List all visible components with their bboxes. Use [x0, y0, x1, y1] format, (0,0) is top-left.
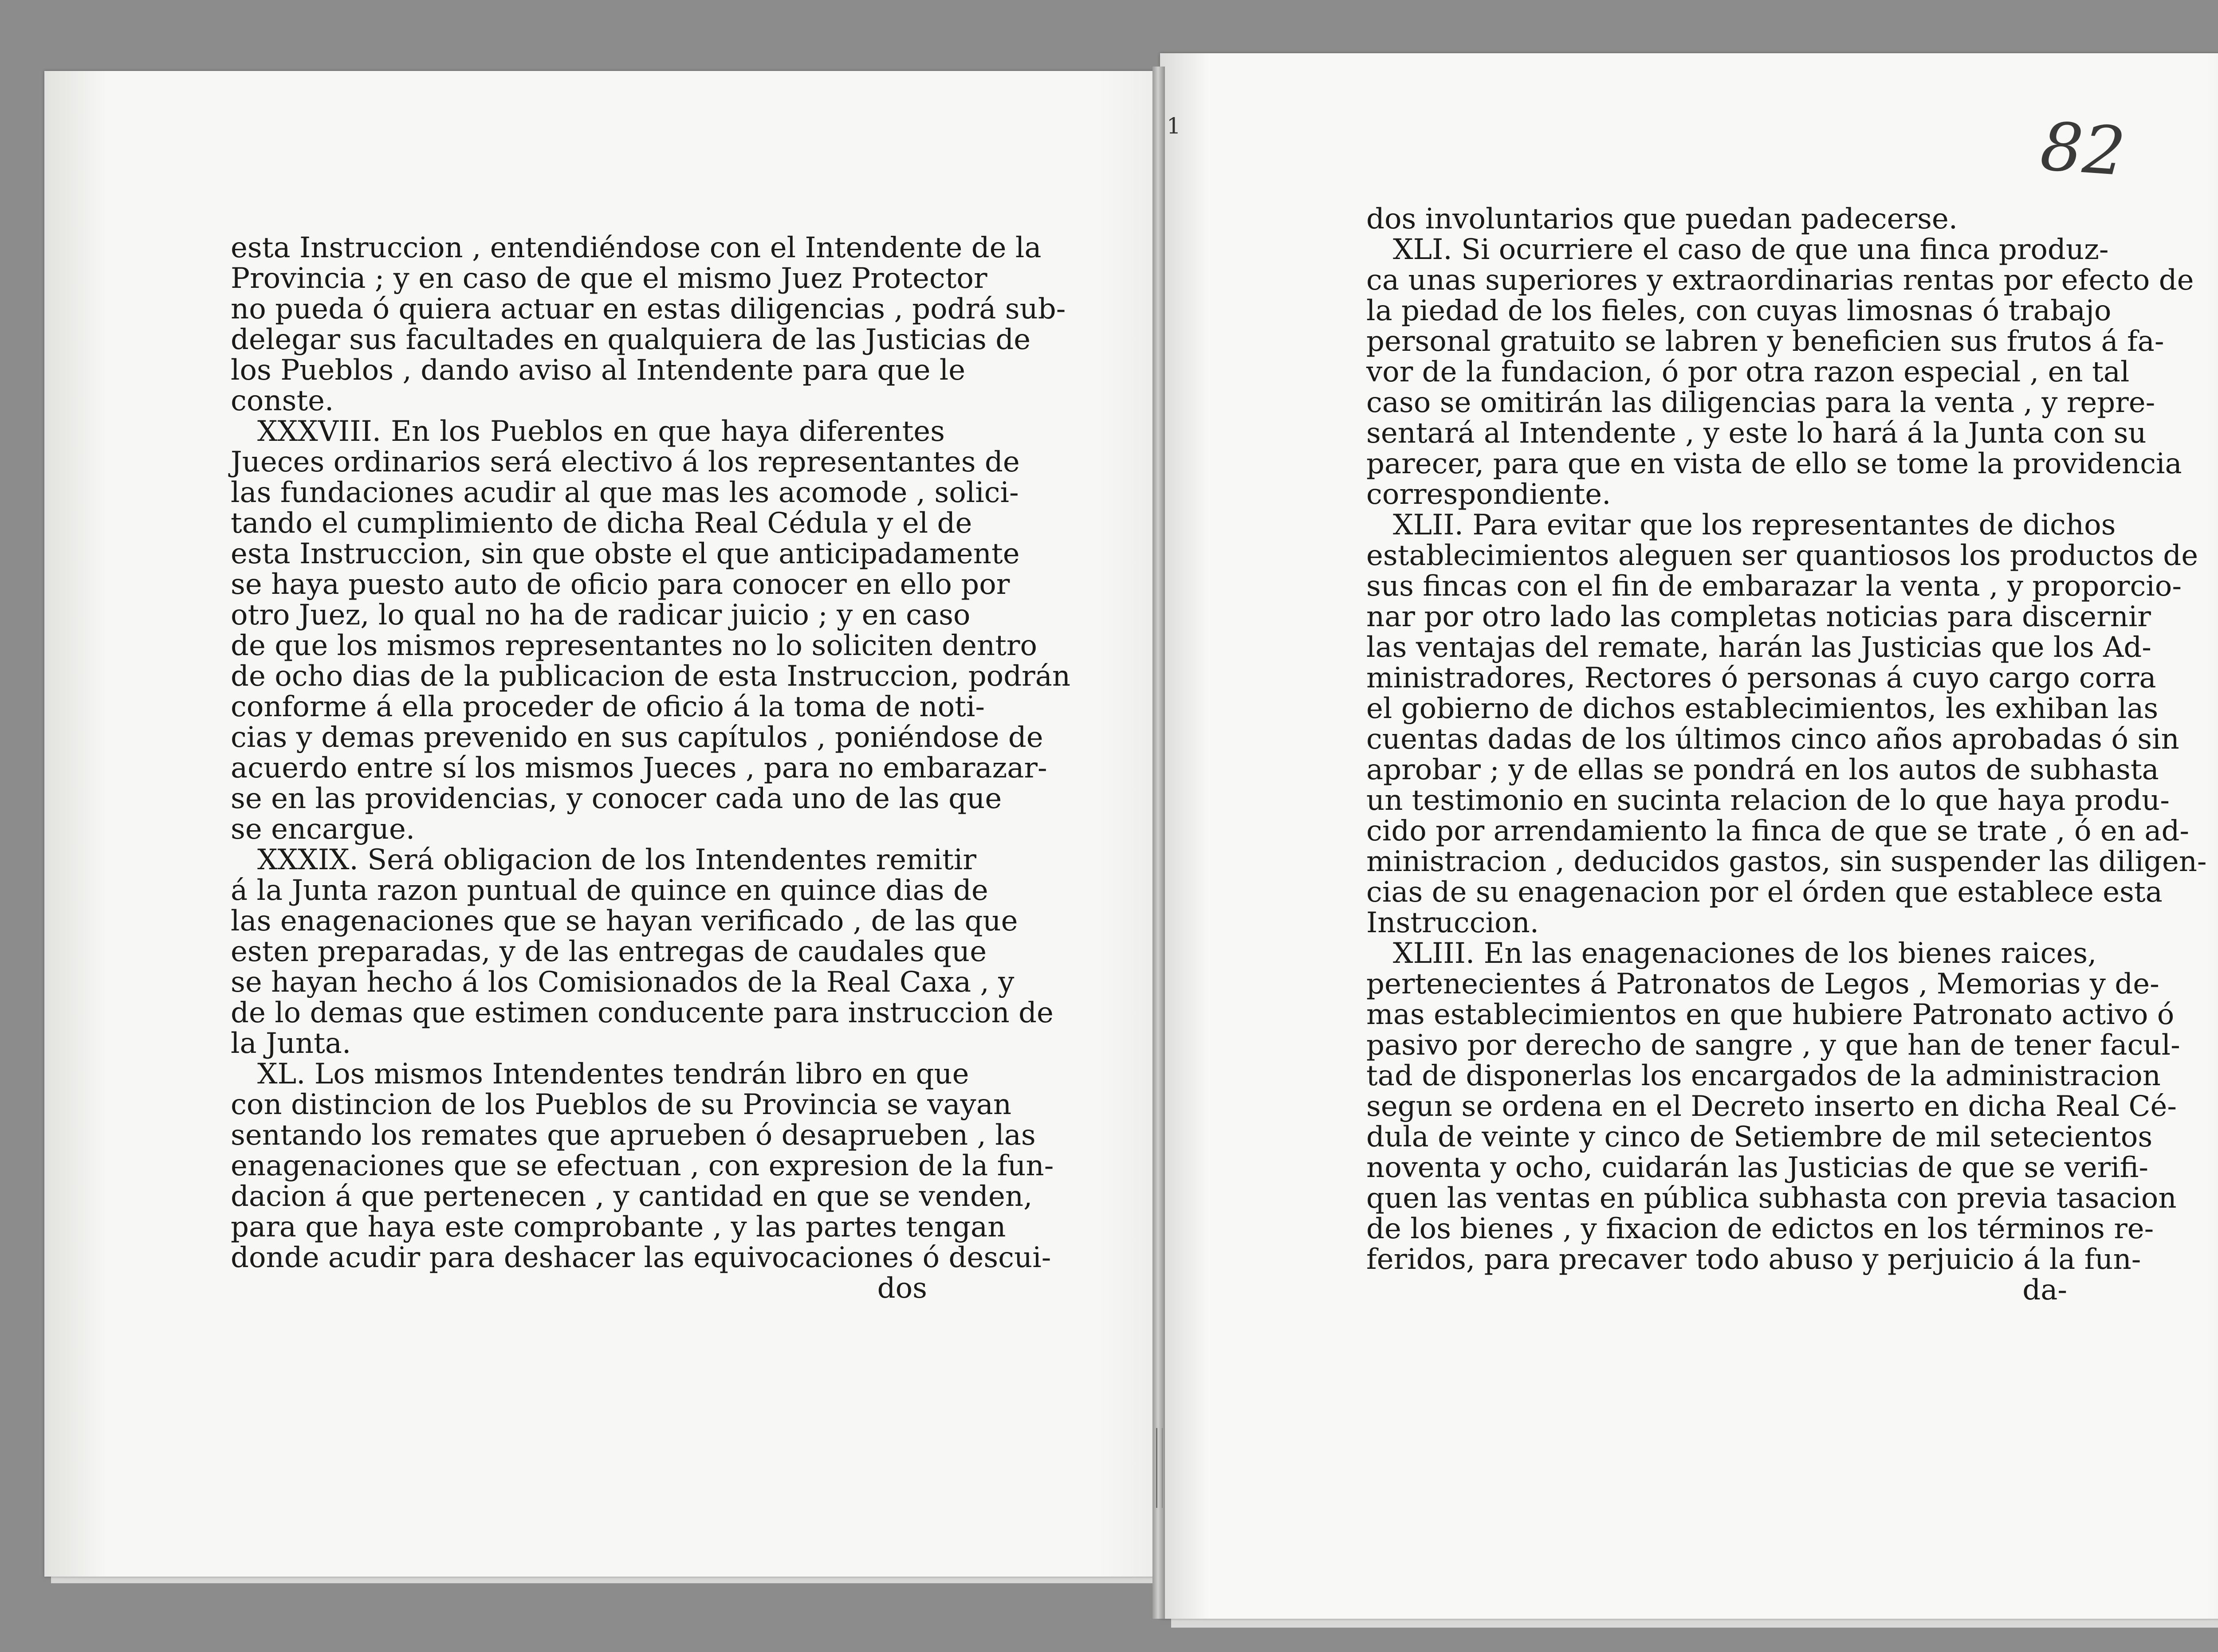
text-line: Instruccion.	[1366, 906, 1539, 939]
paragraph-intro	[231, 232, 1066, 417]
text-line: XLI. Si ocurriere el caso de que una finca produz-	[1393, 233, 2109, 266]
text-line: dos involuntarios que puedan padecerse.	[1366, 203, 1958, 235]
text-line: vor de la fundacion, ó por otra razon especial , en tal	[1366, 356, 2130, 388]
text-line: sentando los remates que aprueben ó desaprueben , las	[231, 1119, 1036, 1152]
text-line: sentará al Intendente , y este lo hará á la Junta con su	[1366, 417, 2147, 450]
text-line: para que haya este comprobante , y las partes tengan	[231, 1211, 1006, 1244]
text-line: esta Instruccion , entendiéndose con el Intendente de la	[231, 232, 1042, 264]
catchword: dos	[877, 1272, 927, 1305]
text-line: no pueda ó quiera actuar en estas diligencias , podrá sub-	[231, 293, 1066, 326]
text-line: Provincia ; y en caso de que el mismo Juez Protector	[231, 262, 987, 295]
text-line: noventa y ocho, cuidarán las Justicias de que se verifi-	[1366, 1151, 2148, 1184]
binding-stitch	[1156, 1428, 1163, 1508]
text-line: conforme á ella proceder de oficio á la toma de noti-	[231, 691, 985, 723]
text-line: XLII. Para evitar que los representantes de dichos	[1393, 509, 2116, 542]
right-page-text	[1366, 203, 2207, 1307]
book-spine	[1152, 67, 1165, 1619]
paragraph-xxxix	[231, 844, 1054, 1060]
left-page-text	[231, 232, 1071, 1305]
paragraph-xliii	[1366, 937, 2180, 1307]
text-line: tad de disponerlas los encargados de la administracion	[1366, 1059, 2161, 1092]
folio-number: 82	[2038, 108, 2128, 191]
text-line: se en las providencias, y conocer cada uno de las que	[231, 782, 1002, 815]
text-line: pertenecientes á Patronatos de Legos , Memorias y de-	[1366, 968, 2159, 1001]
text-line: mas establecimientos en que hubiere Patronato activo ó	[1366, 998, 2175, 1031]
text-line: el gobierno de dichos establecimientos, les exhiban las	[1366, 692, 2159, 725]
text-line: XLIII. En las enagenaciones de los bienes raices,	[1393, 937, 2097, 970]
text-line: aprobar ; y de ellas se pondrá en los autos de subhasta	[1366, 753, 2159, 786]
text-line: los Pueblos , dando aviso al Intendente para que le	[231, 354, 966, 387]
text-line: donde acudir para deshacer las equivocaciones ó descui-	[231, 1241, 1051, 1274]
text-line: personal gratuito se labren y beneficien sus frutos á fa-	[1366, 325, 2164, 358]
text-line: la piedad de los fieles, con cuyas limosnas ó trabajo	[1366, 294, 2112, 327]
text-line: se haya puesto auto de oficio para conocer en ello por	[231, 568, 1010, 601]
paragraph-xli	[1366, 233, 2194, 511]
text-line: dula de veinte y cinco de Setiembre de mil setecientos	[1366, 1121, 2153, 1154]
text-line: feridos, para precaver todo abuso y perjuicio á la fun-	[1366, 1243, 2141, 1276]
text-line: segun se ordena en el Decreto inserto en dicha Real Cé-	[1366, 1090, 2177, 1123]
paragraph-continuation	[1366, 204, 2085, 235]
text-line: quen las ventas en pública subhasta con previa tasacion	[1366, 1182, 2177, 1215]
text-line: las enagenaciones que se hayan verificado , de las que	[231, 905, 1018, 938]
text-line: sus fincas con el fin de embarazar la venta , y proporcio-	[1366, 570, 2182, 603]
text-line: las ventajas del remate, harán las Justicias que los Ad-	[1366, 631, 2151, 664]
paragraph-xxxviii	[231, 415, 1071, 846]
text-line: caso se omitirán las diligencias para la venta , y repre-	[1366, 386, 2155, 419]
text-line: XXXIX. Será obligacion de los Intendentes remitir	[257, 844, 976, 876]
text-line: dacion á que pertenecen , y cantidad en que se venden,	[231, 1180, 1033, 1213]
text-line: otro Juez, lo qual no ha de radicar juicio ; y en caso	[231, 599, 971, 632]
text-line: las fundaciones acudir al que mas les acomode , solici-	[231, 476, 1019, 509]
text-line: de ocho dias de la publicacion de esta Instruccion, podrán	[231, 660, 1071, 693]
text-line: ca unas superiores y extraordinarias rentas por efecto de	[1366, 264, 2194, 297]
text-line: cias y demas prevenido en sus capítulos , poniéndose de	[231, 721, 1043, 754]
text-line: ministradores, Rectores ó personas á cuyo cargo corra	[1366, 662, 2156, 695]
text-line: de lo demas que estimen conducente para instruccion de	[231, 997, 1054, 1029]
text-line: con distincion de los Pueblos de su Provincia se vayan	[231, 1088, 1012, 1121]
text-line: ministracion , deducidos gastos, sin suspender las diligen-	[1366, 845, 2207, 878]
text-line: XXXVIII. En los Pueblos en que haya diferentes	[257, 415, 945, 448]
text-line: conste.	[231, 385, 334, 417]
text-line: á la Junta razon puntual de quince en quince dias de	[231, 874, 988, 907]
text-line: nar por otro lado las completas noticias para discernir	[1366, 600, 2151, 633]
text-line: parecer, para que en vista de ello se tome la providencia	[1366, 447, 2182, 480]
paragraph-xl	[231, 1058, 1054, 1305]
text-line: XL. Los mismos Intendentes tendrán libro en que	[257, 1058, 969, 1091]
text-line: se hayan hecho á los Comisionados de la Real Caxa , y	[231, 966, 1015, 999]
text-line: establecimientos aleguen ser quantiosos los productos de	[1366, 539, 2198, 572]
text-line: cuentas dadas de los últimos cinco años aprobadas ó sin	[1366, 723, 2179, 756]
page-mark: 1	[1167, 113, 1181, 139]
text-line: de los bienes , y fixacion de edictos en los términos re-	[1366, 1213, 2154, 1245]
text-line: esten preparadas, y de las entregas de caudales que	[231, 935, 987, 968]
text-line: delegar sus facultades en qualquiera de las Justicias de	[231, 323, 1031, 356]
catchword: da-	[2022, 1274, 2067, 1307]
text-line: tando el cumplimiento de dicha Real Cédula y el de	[231, 507, 972, 540]
text-line: se encargue.	[231, 813, 415, 846]
text-line: esta Instruccion, sin que obste el que anticipadamente	[231, 538, 1020, 570]
text-line: de que los mismos representantes no lo soliciten dentro	[231, 629, 1038, 662]
text-line: acuerdo entre sí los mismos Jueces , para no embarazar-	[231, 752, 1047, 785]
text-line: cido por arrendamiento la finca de que se trate , ó en ad-	[1366, 815, 2190, 848]
text-line: la Junta.	[231, 1027, 351, 1060]
text-line: correspondiente.	[1366, 478, 1611, 511]
text-line: pasivo por derecho de sangre , y que han de tener facul-	[1366, 1029, 2180, 1062]
text-line: cias de su enagenacion por el órden que establece esta	[1366, 876, 2163, 909]
text-line: Jueces ordinarios será electivo á los representantes de	[231, 446, 1020, 479]
text-line: un testimonio en sucinta relacion de lo que haya produ-	[1366, 784, 2170, 817]
paragraph-xlii	[1366, 509, 2207, 939]
text-line: enagenaciones que se efectuan , con expresion de la fun-	[231, 1150, 1054, 1182]
